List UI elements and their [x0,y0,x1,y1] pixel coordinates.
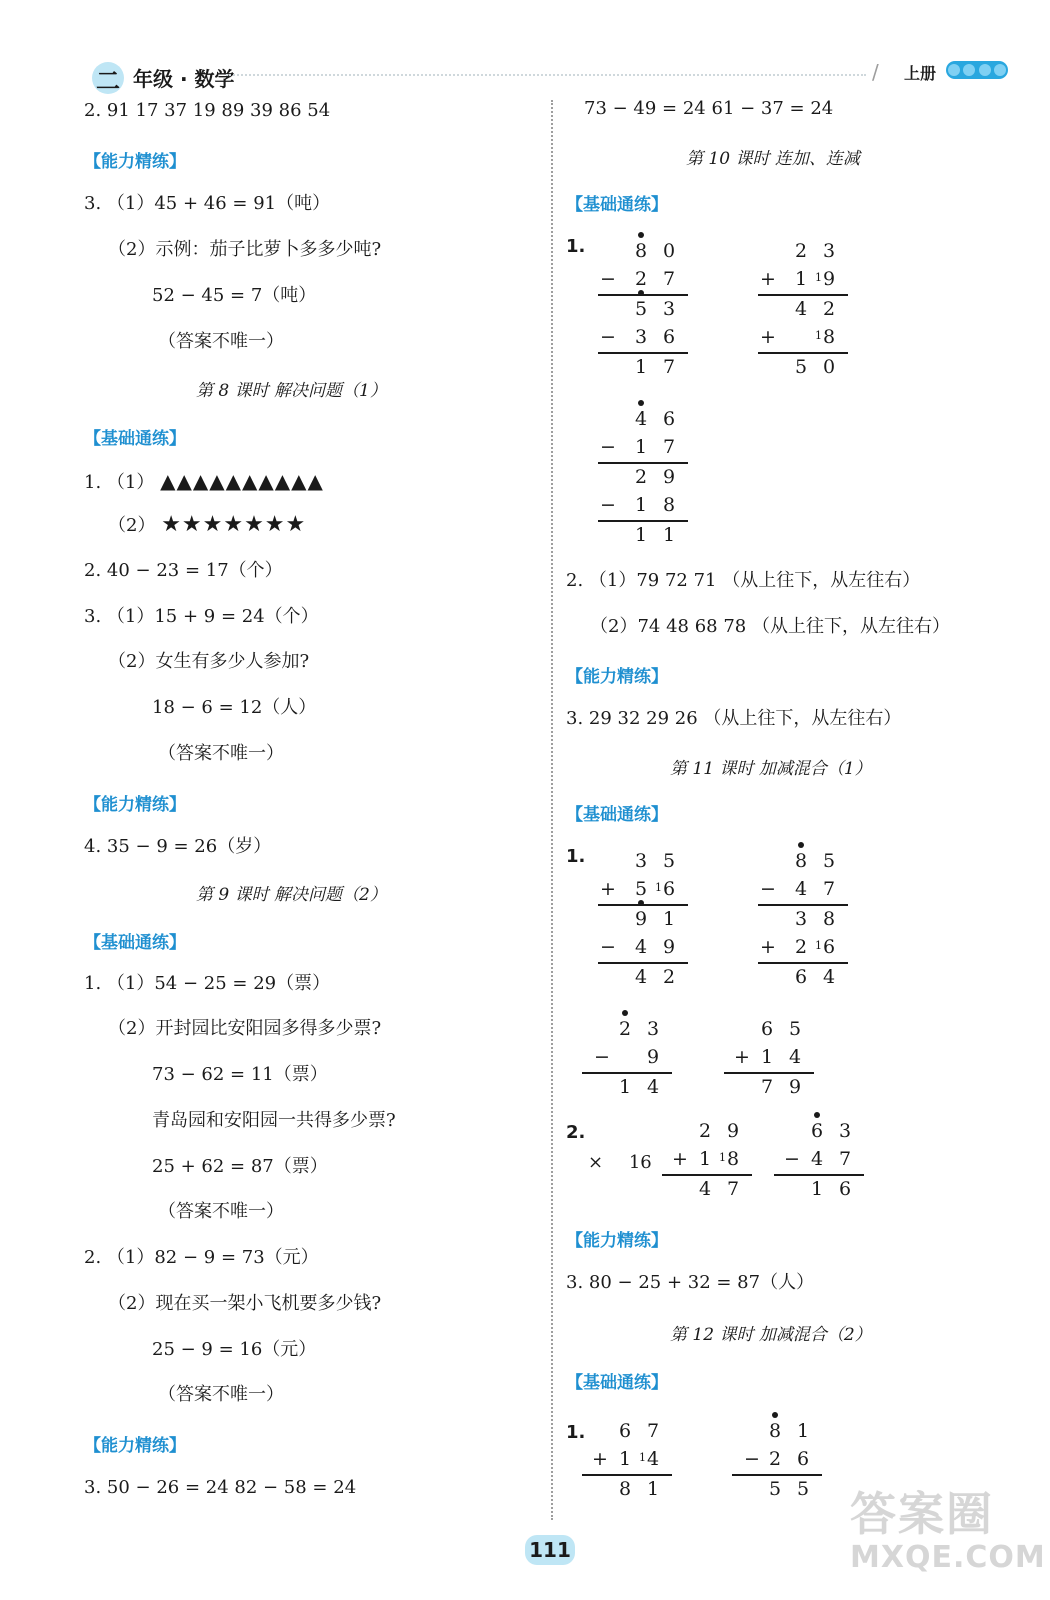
section-heading: 【基础通练】 [566,1373,668,1393]
answer-line: 18 − 6 = 12（人） [152,697,317,718]
digit: 9 [822,268,836,290]
digit: 1 [796,1420,810,1442]
digit: 7 [662,268,676,290]
lesson-title: 第 8 课时 解决问题（1） [196,381,387,401]
operator: + [760,268,776,290]
digit: 6 [810,1120,824,1142]
vertical-calculation [760,848,850,992]
digit: 8 [822,908,836,930]
lesson-title: 第 9 课时 解决问题（2） [196,885,387,905]
digit: 8 [726,1148,740,1170]
section-heading: 【能力精练】 [84,795,186,815]
answer-note: （答案不唯一） [158,1384,284,1405]
digit: 5 [822,850,836,872]
question-number: 2. [566,1122,586,1143]
vertical-calculation [600,406,690,550]
digit: 2 [822,298,836,320]
section-heading: 【能力精练】 [84,1436,186,1456]
digit: 8 [768,1420,782,1442]
carry-mark: 1 [639,1451,646,1464]
section-heading: 【基础通练】 [566,805,668,825]
star-marks: ★★★★★★★ [161,512,307,537]
digit: 1 [698,1148,712,1170]
page-number: 111 [525,1535,575,1565]
digit: 2 [794,936,808,958]
operator: − [600,268,616,290]
operator: − [600,326,616,348]
section-heading: 【基础通练】 [84,429,186,449]
header-slash: / [872,60,879,84]
answer-line: 25 − 9 = 16（元） [152,1339,317,1360]
digit: 5 [796,1478,810,1500]
carry-mark: 1 [815,329,822,342]
answer-line: 52 − 45 = 7（吨） [152,285,317,306]
digit: 8 [822,326,836,348]
digit: 7 [662,356,676,378]
digit: 4 [634,936,648,958]
digit: 4 [810,1148,824,1170]
column-divider [551,100,553,1520]
operator: − [784,1148,800,1170]
digit: 9 [788,1076,802,1098]
digit: 9 [726,1120,740,1142]
page-header [0,0,1050,95]
series-logo-icon [946,61,1008,79]
vertical-calculation [776,1118,866,1204]
digit: 8 [618,1478,632,1500]
digit: 5 [788,1018,802,1040]
digit: 1 [618,1448,632,1470]
digit: 2 [768,1448,782,1470]
answer-line: （2）现在买一架小飞机要多少钱? [108,1293,382,1314]
digit: 1 [646,1478,660,1500]
section-heading: 【能力精练】 [84,152,186,172]
digit: 3 [634,850,648,872]
borrow-dot [798,842,804,848]
digit: 1 [794,268,808,290]
digit: 2 [618,1018,632,1040]
answer-note: （答案不唯一） [158,331,284,352]
lesson-title: 第 11 课时 加减混合（1） [670,759,872,779]
digit: 4 [634,408,648,430]
digit: 6 [838,1178,852,1200]
digit: 4 [822,966,836,988]
cross-icon: × [588,1152,604,1173]
digit: 4 [788,1046,802,1068]
section-heading: 【基础通练】 [84,933,186,953]
answer-line: 73 − 49 = 24 61 − 37 = 24 [584,98,834,119]
digit: 8 [662,494,676,516]
operator: + [600,878,616,900]
vertical-calculation [584,1418,674,1504]
digit: 3 [838,1120,852,1142]
operator: + [672,1148,688,1170]
digit: 4 [646,1076,660,1098]
answer-line: 1. （1）54 − 25 = 29（票） [84,973,331,994]
vertical-calculation [726,1016,816,1102]
grade-subject-label: 年级 · 数学 [133,67,235,91]
digit: 1 [662,524,676,546]
operator: + [734,1046,750,1068]
digit: 6 [662,326,676,348]
digit: 4 [794,298,808,320]
watermark-text: 答案圈 [850,1487,994,1541]
answer-line: 2. （1）82 − 9 = 73（元） [84,1247,319,1268]
digit: 5 [794,356,808,378]
answer-note: （答案不唯一） [158,743,284,764]
answer-line: 2. （1）79 72 71 （从上往下，从左往右） [566,570,921,591]
lesson-title: 第 12 课时 加减混合（2） [670,1325,872,1345]
answer-prefix: （2） [108,515,156,536]
answer-line: （2）开封园比安阳园多得多少票? [108,1018,382,1039]
digit: 0 [822,356,836,378]
digit: 8 [794,850,808,872]
digit: 6 [662,408,676,430]
digit: 7 [822,878,836,900]
answer-prefix: 1. （1） [84,472,155,493]
digit: 9 [662,936,676,958]
grade-badge: 二 [92,62,124,94]
operator: − [600,936,616,958]
borrow-dot [622,1010,628,1016]
answer-line: 2. 91 17 37 19 89 39 86 54 [84,100,331,121]
vertical-calculation [600,238,690,382]
digit: 7 [838,1148,852,1170]
digit: 7 [726,1178,740,1200]
carry-mark: 1 [655,881,662,894]
borrow-dot [638,232,644,238]
digit: 3 [822,240,836,262]
answer-line [84,470,324,494]
digit: 6 [760,1018,774,1040]
digit: 4 [634,966,648,988]
operator: − [600,436,616,458]
answer-line: 25 + 62 = 87（票） [152,1156,328,1177]
vertical-calculation [584,1016,674,1102]
borrow-dot [772,1412,778,1418]
watermark-logo [850,1478,1046,1588]
answer-line [108,514,306,537]
digit: 1 [760,1046,774,1068]
digit: 7 [662,436,676,458]
wrong-mark [588,1152,652,1174]
digit: 6 [618,1420,632,1442]
question-number: 1. [566,846,586,867]
answer-line: 4. 35 − 9 = 26（岁） [84,836,272,857]
digit: 2 [634,268,648,290]
section-heading: 【能力精练】 [566,1231,668,1251]
digit: 3 [634,326,648,348]
operator: − [744,1448,760,1470]
operator: − [600,494,616,516]
answer-line: 3. 29 32 29 26 （从上往下，从左往右） [566,708,902,729]
digit: 1 [810,1178,824,1200]
vertical-calculation [664,1118,754,1204]
carry-mark: 1 [815,271,822,284]
operator: − [594,1046,610,1068]
wrong-value: 16 [628,1152,652,1173]
answer-note: （答案不唯一） [158,1201,284,1222]
digit: 7 [760,1076,774,1098]
operator: + [760,326,776,348]
digit: 9 [662,466,676,488]
digit: 7 [646,1420,660,1442]
digit: 5 [634,878,648,900]
digit: 5 [662,850,676,872]
answer-line: 3. 80 − 25 + 32 = 87（人） [566,1272,815,1293]
question-number: 1. [566,1422,586,1443]
digit: 9 [634,908,648,930]
answer-line: 2. 40 − 23 = 17（个） [84,560,283,581]
carry-mark: 1 [719,1151,726,1164]
digit: 3 [646,1018,660,1040]
borrow-dot [638,400,644,406]
digit: 2 [662,966,676,988]
watermark-url: MXQE.COM [850,1540,1046,1575]
question-number: 1. [566,236,586,257]
digit: 6 [796,1448,810,1470]
section-heading: 【基础通练】 [566,195,668,215]
answer-line: （2）74 48 68 78 （从上往下，从左往右） [590,616,950,637]
answer-line: （2）女生有多少人参加? [108,651,310,672]
digit: 8 [634,240,648,262]
operator: + [592,1448,608,1470]
digit: 4 [698,1178,712,1200]
borrow-dot [814,1112,820,1118]
digit: 3 [662,298,676,320]
answer-line: 3. 50 − 26 = 24 82 − 58 = 24 [84,1477,357,1498]
section-heading: 【能力精练】 [566,667,668,687]
digit: 0 [662,240,676,262]
digit: 1 [618,1076,632,1098]
digit: 4 [794,878,808,900]
triangle-marks: ▲▲▲▲▲▲▲▲▲▲ [160,469,324,493]
digit: 9 [646,1046,660,1068]
answer-line: 青岛园和安阳园一共得多少票? [152,1110,396,1131]
header-dotted-rule [226,74,866,76]
digit: 5 [634,298,648,320]
vertical-calculation [600,848,690,992]
answer-line: 73 − 62 = 11（票） [152,1064,328,1085]
digit: 2 [794,240,808,262]
digit: 5 [768,1478,782,1500]
carry-mark: 1 [815,939,822,952]
answer-line: 3. （1）45 + 46 = 91（吨） [84,193,331,214]
volume-label: 上册 [904,64,937,83]
digit: 3 [794,908,808,930]
digit: 1 [634,524,648,546]
digit: 2 [698,1120,712,1142]
digit: 1 [634,436,648,458]
digit: 4 [646,1448,660,1470]
lesson-title: 第 10 课时 连加、连减 [686,149,860,169]
operator: − [760,878,776,900]
operator: + [760,936,776,958]
digit: 1 [634,356,648,378]
vertical-calculation [760,238,850,382]
answer-line: 3. （1）15 + 9 = 24（个） [84,606,319,627]
digit: 6 [794,966,808,988]
vertical-calculation [734,1418,824,1504]
digit: 6 [662,878,676,900]
borrow-dot [638,900,644,906]
digit: 1 [634,494,648,516]
answer-line: （2）示例：茄子比萝卜多多少吨? [108,239,382,260]
digit: 2 [634,466,648,488]
borrow-dot [638,290,644,296]
digit: 6 [822,936,836,958]
digit: 1 [662,908,676,930]
